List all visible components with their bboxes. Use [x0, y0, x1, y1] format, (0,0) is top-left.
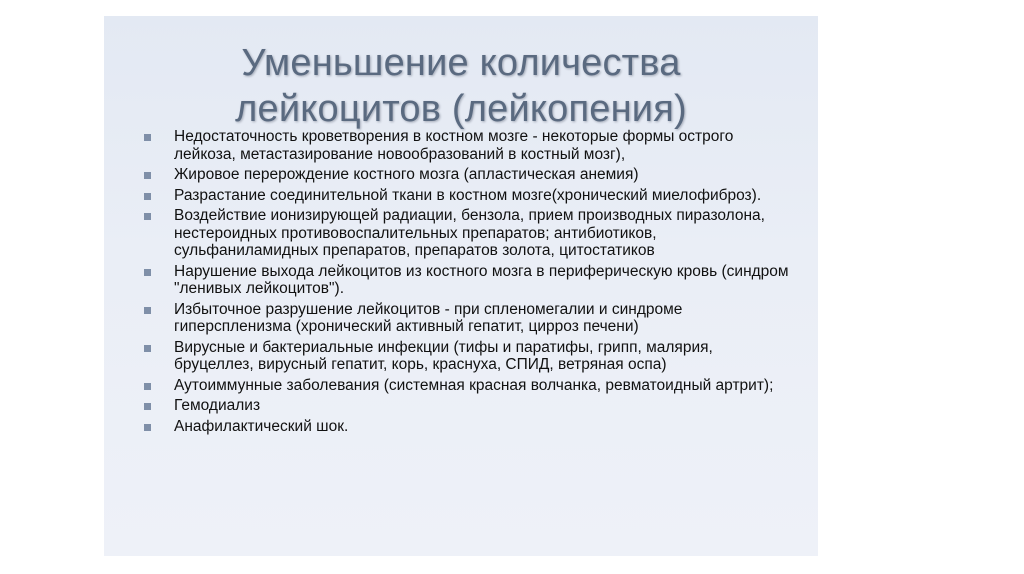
- square-bullet-icon: [144, 383, 151, 390]
- list-item-text: Разрастание соединительной ткани в костном мозге(хронический миелофиброз).: [174, 186, 762, 204]
- square-bullet-icon: [144, 424, 151, 431]
- list-item-text: Жировое перерождение костного мозга (апластическая анемия): [174, 166, 639, 183]
- square-bullet-icon: [144, 134, 151, 141]
- title-line-1: Уменьшение количества: [241, 42, 681, 84]
- list-item: [142, 397, 792, 415]
- list-item-text: Анафилактический шок.: [174, 417, 349, 435]
- list-item-text: Аутоиммунные заболевания (системная красная волчанка, ревматоидный артрит);: [174, 376, 774, 394]
- list-item: [142, 377, 792, 395]
- list-item-text: Нарушение выхода лейкоцитов из костного мозга в периферическую кровь (синдром "ленивых лейкоцитов").: [174, 262, 789, 297]
- list-item-text: Избыточное разрушение лейкоцитов - при спленомегалии и синдроме гиперспленизма (хронический активный гепатит, цирроз печени): [174, 300, 683, 335]
- list-item: [142, 166, 792, 184]
- list-item-text: Гемодиализ: [174, 397, 261, 414]
- list-item: [142, 187, 792, 205]
- bullet-list: [142, 128, 792, 438]
- list-item: [142, 418, 792, 436]
- slide: [104, 16, 818, 556]
- square-bullet-icon: [144, 307, 151, 314]
- list-item-text: Недостаточность кроветворения в костном мозге - некоторые формы острого лейкоза, метастазирование новообразований в костный мозг),: [174, 128, 734, 163]
- list-item: [142, 263, 792, 298]
- square-bullet-icon: [144, 269, 151, 276]
- square-bullet-icon: [144, 403, 151, 410]
- list-item-text: Воздействие ионизирующей радиации, бензола, прием производных пиразолона, нестероидных противовоспалительных препаратов; антибиотиков, сульфаниламидных препаратов, препаратов золота, цитостатиков: [174, 207, 765, 259]
- square-bullet-icon: [144, 172, 151, 179]
- list-item-text: Вирусные и бактериальные инфекции (тифы и паратифы, грипп, малярия, бруцеллез, вирусный гепатит, корь, краснуха, СПИД, ветряная оспа): [174, 338, 713, 373]
- list-item: [142, 128, 792, 163]
- square-bullet-icon: [144, 345, 151, 352]
- list-item: [142, 339, 792, 374]
- list-item: [142, 207, 792, 260]
- square-bullet-icon: [144, 213, 151, 220]
- square-bullet-icon: [144, 193, 151, 200]
- list-item: [142, 301, 792, 336]
- slide-title: [104, 40, 818, 132]
- title-line-2: лейкоцитов (лейкопения): [235, 88, 687, 130]
